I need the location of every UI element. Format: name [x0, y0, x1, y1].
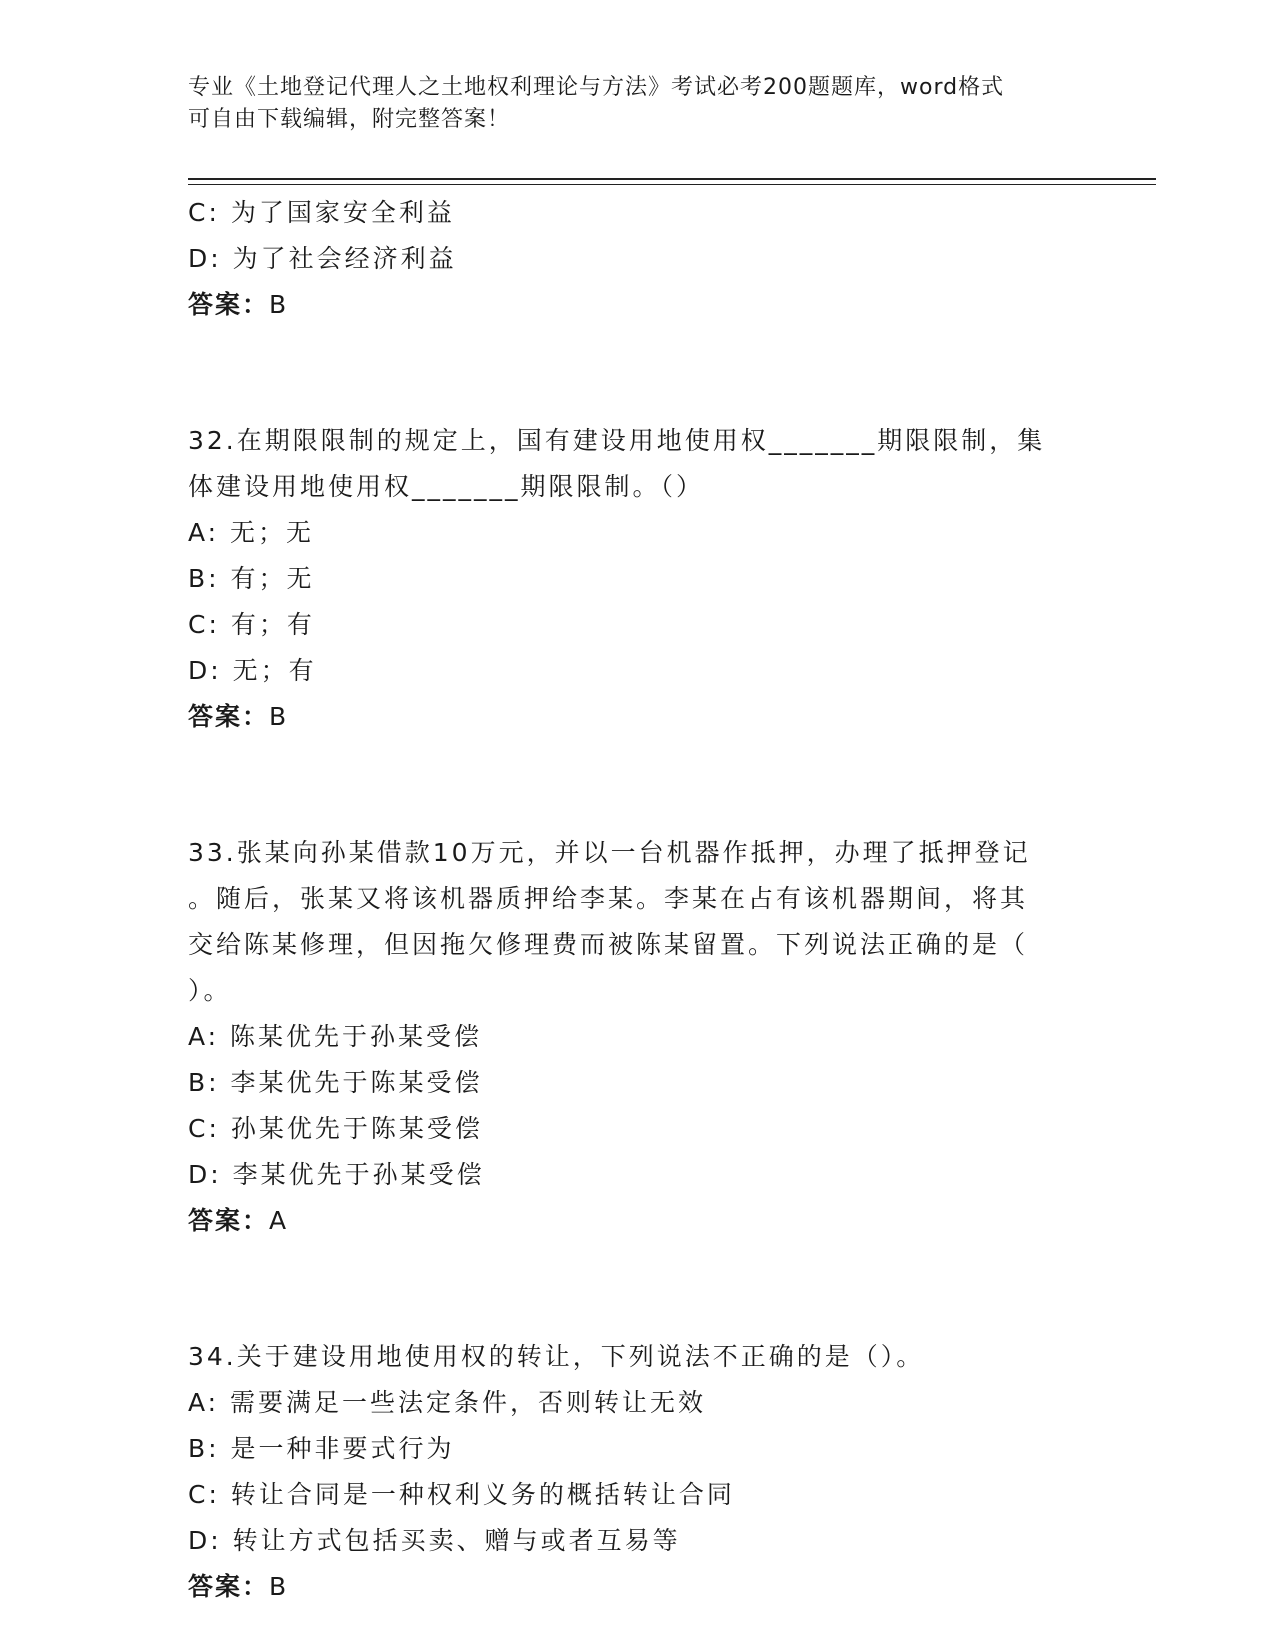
header-line-1: 专业《土地登记代理人之土地权利理论与方法》考试必考200题题库，word格式 — [188, 75, 1005, 100]
option-b: B: 有；无 — [188, 564, 315, 593]
question-text: 。随后，张某又将该机器质押给李某。李某在占有该机器期间，将其 — [188, 884, 1029, 913]
option-a: A: 需要满足一些法定条件，否则转让无效 — [188, 1388, 707, 1417]
answer-value: A — [269, 1206, 289, 1235]
option-b: B: 是一种非要式行为 — [188, 1434, 455, 1463]
option-d: D: 李某优先于孙某受偿 — [188, 1160, 485, 1189]
question-text: 交给陈某修理，但因拖欠修理费而被陈某留置。下列说法正确的是（ — [188, 930, 1029, 959]
question-34 — [188, 1334, 1068, 1610]
option-c: C: 为了国家安全利益 — [188, 198, 455, 227]
answer-line: 答案：A — [188, 1206, 289, 1235]
option-a: A: 无；无 — [188, 518, 315, 547]
question-list — [188, 190, 1068, 1610]
header-divider-thin — [188, 184, 1156, 185]
question-32 — [188, 418, 1068, 740]
question-text: 34.关于建设用地使用权的转让，下列说法不正确的是（）。 — [188, 1342, 925, 1371]
question-text: 33.张某向孙某借款10万元，并以一台机器作抵押，办理了抵押登记 — [188, 838, 1031, 867]
header-divider-thick — [188, 178, 1156, 180]
option-c: C: 有；有 — [188, 610, 315, 639]
answer-value: B — [269, 290, 289, 319]
answer-line: 答案：B — [188, 290, 289, 319]
option-c: C: 转让合同是一种权利义务的概括转让合同 — [188, 1480, 735, 1509]
option-a: A: 陈某优先于孙某受偿 — [188, 1022, 483, 1051]
document-header — [188, 72, 1068, 136]
answer-line: 答案：B — [188, 702, 289, 731]
header-line-2: 可自由下载编辑，附完整答案！ — [188, 107, 511, 132]
question-text: 32.在期限限制的规定上，国有建设用地使用权_______期限限制，集 — [188, 426, 1046, 455]
option-d: D: 无；有 — [188, 656, 317, 685]
option-b: B: 李某优先于陈某受偿 — [188, 1068, 483, 1097]
answer-line: 答案：B — [188, 1572, 289, 1601]
answer-value: B — [269, 1572, 289, 1601]
option-d: D: 转让方式包括买卖、赠与或者互易等 — [188, 1526, 681, 1555]
question-33 — [188, 830, 1068, 1244]
option-d: D: 为了社会经济利益 — [188, 244, 457, 273]
question-text: 体建设用地使用权_______期限限制。（） — [188, 472, 705, 501]
answer-value: B — [269, 702, 289, 731]
prev-question — [188, 190, 1068, 328]
question-text: ）。 — [188, 976, 232, 1005]
option-c: C: 孙某优先于陈某受偿 — [188, 1114, 483, 1143]
